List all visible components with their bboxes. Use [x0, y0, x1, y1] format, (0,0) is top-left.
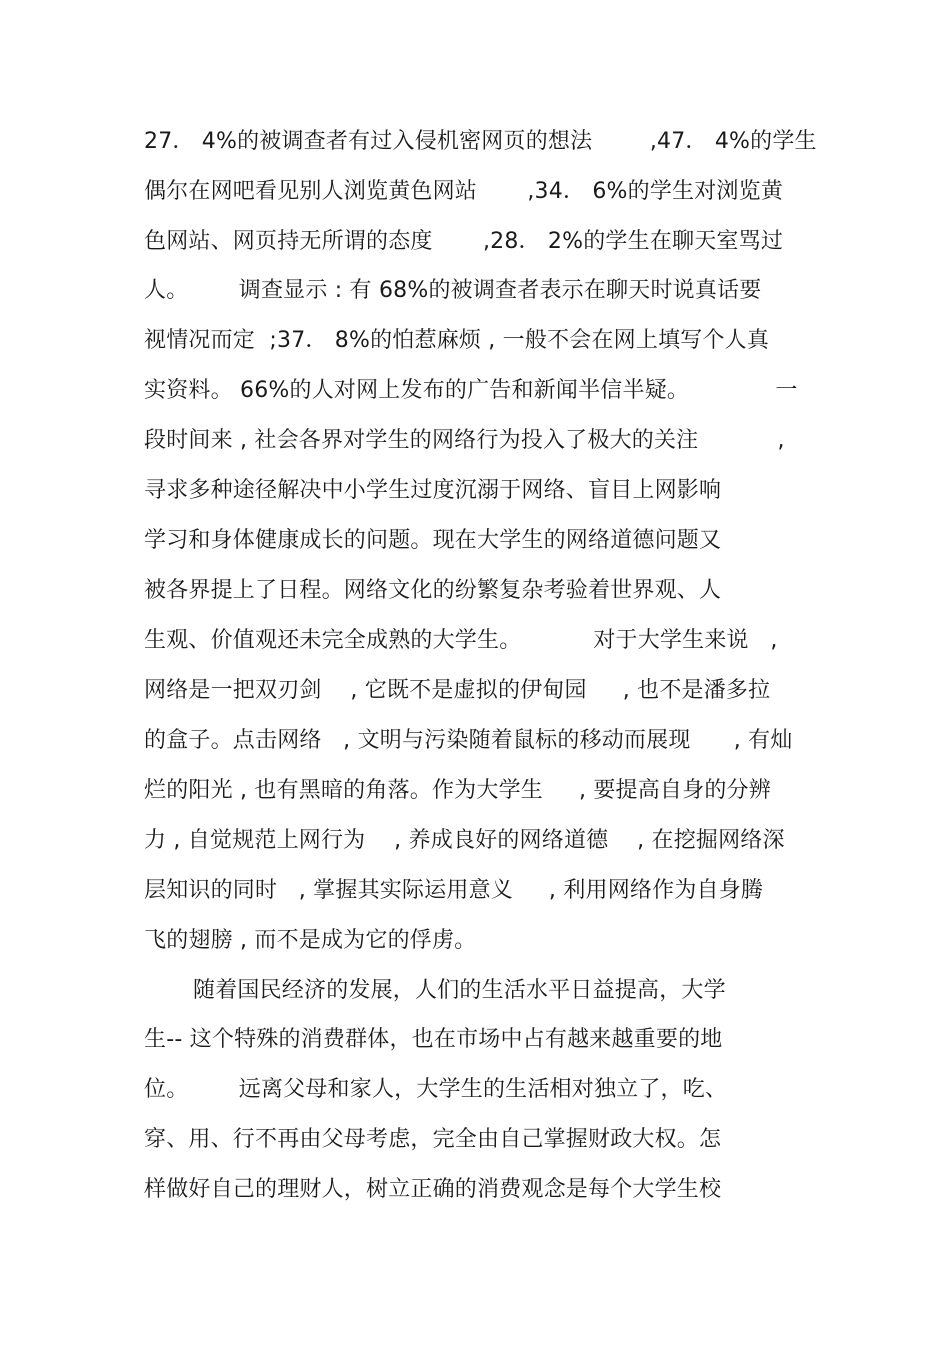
text-line: 烂的阳光 , 也有黑暗的角落。作为大学生 , 要提高自身的分辨	[144, 778, 771, 803]
text-line: 生观、价值观还未完全成熟的大学生。 对于大学生来说 ,	[144, 628, 778, 653]
text-line: 段时间来 , 社会各界对学生的网络行为投入了极大的关注 ,	[144, 428, 785, 453]
text-line: 视情况而定 ;37． 8%的怕惹麻烦 , 一般不会在网上填写个人真	[144, 328, 770, 353]
text-line: 偶尔在网吧看见别人浏览黄色网站 ,34． 6%的学生对浏览黄	[144, 179, 784, 204]
text-line: 色网站、网页持无所谓的态度 ,28． 2%的学生在聊天室骂过	[144, 229, 784, 254]
text-line: 网络是一把双刃剑 , 它既不是虚拟的伊甸园 , 也不是潘多拉	[144, 678, 771, 703]
text-line: 被各界提上了日程。网络文化的纷繁复杂考验着世界观、人	[144, 578, 722, 603]
text-line: 寻求多种途径解决中小学生过度沉溺于网络、盲目上网影响	[144, 478, 722, 503]
text-line: 27． 4%的被调查者有过入侵机密网页的想法 ,47． 4%的学生	[144, 129, 817, 154]
text-line: 学习和身体健康成长的问题。现在大学生的网络道德问题又	[144, 528, 722, 553]
text-line: 层知识的同时 , 掌握其实际运用意义 , 利用网络作为自身腾	[144, 878, 764, 903]
text-line: 实资料。 66%的人对网上发布的广告和新闻半信半疑。 一	[144, 378, 798, 403]
text-line: 的盒子。点击网络 , 文明与污染随着鼠标的移动而展现 , 有灿	[144, 728, 793, 753]
text-line: 飞的翅膀 , 而不是成为它的俘虏。	[144, 928, 477, 953]
paragraph-first-line: 随着国民经济的发展，人们的生活水平日益提高，大学	[193, 978, 726, 1003]
text-line: 样做好自己的理财人，树立正确的消费观念是每个大学生校	[144, 1177, 722, 1202]
text-line: 人。 调查显示 : 有 68%的被调查者表示在聊天时说真话要	[144, 278, 762, 303]
text-line: 生-- 这个特殊的消费群体，也在市场中占有越来越重要的地	[144, 1027, 723, 1052]
text-line: 力 , 自觉规范上网行为 , 养成良好的网络道德 , 在挖掘网络深	[144, 828, 785, 853]
text-line: 穿、用、行不再由父母考虑，完全由自己掌握财政大权。怎	[144, 1127, 722, 1152]
text-line: 位。 远离父母和家人，大学生的生活相对独立了，吃、	[144, 1077, 728, 1102]
